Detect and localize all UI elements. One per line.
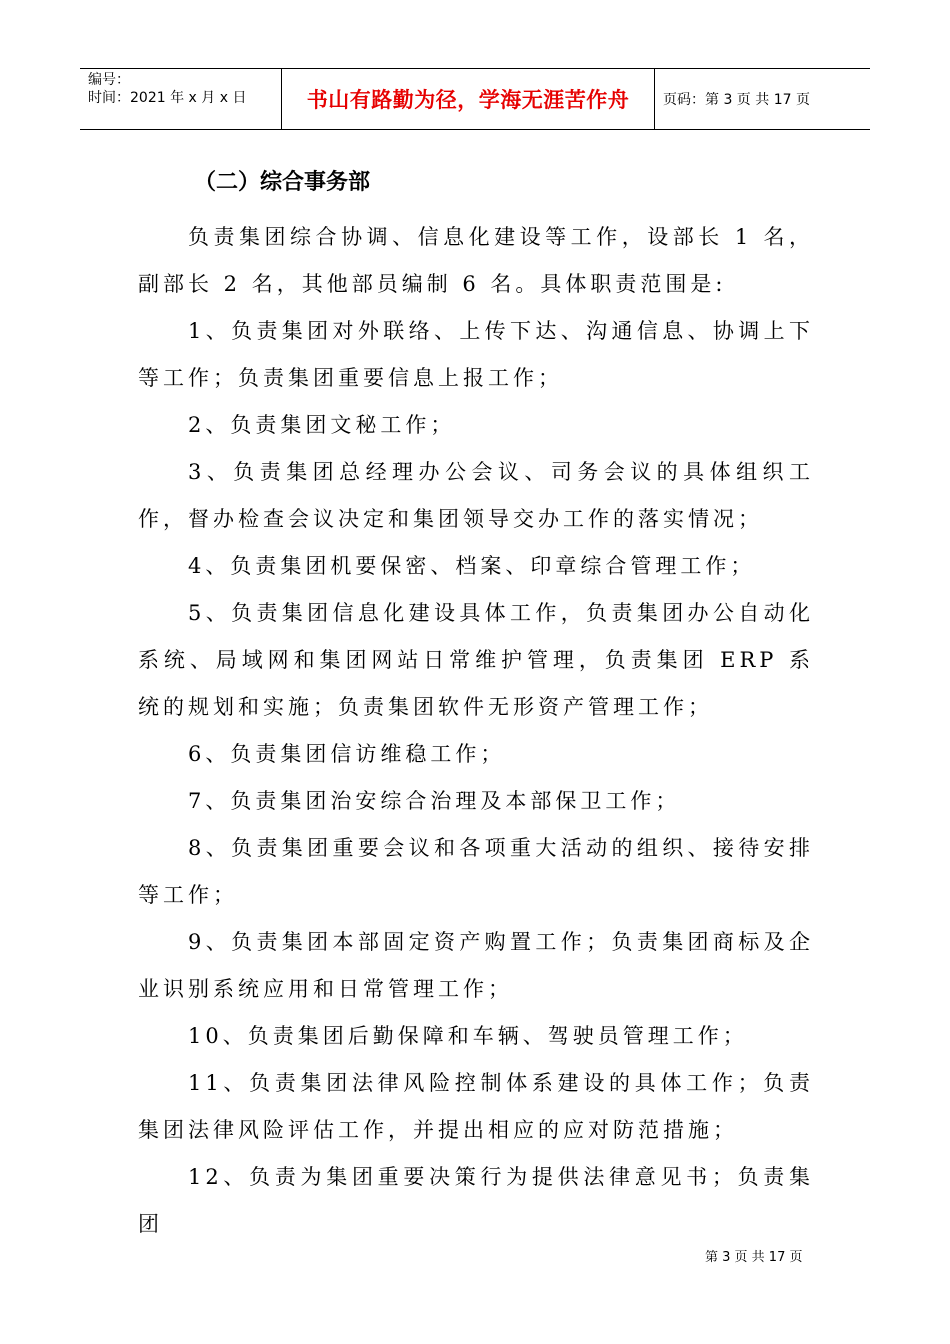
page-header — [80, 68, 870, 130]
paragraph-item-12: 12、负责为集团重要决策行为提供法律意见书；负责集团 — [138, 1165, 814, 1236]
paragraph-item-6: 6、负责集团信访维稳工作； — [188, 742, 506, 766]
header-motto: 书山有路勤为径，学海无涯苦作舟 — [282, 69, 655, 129]
paragraph-item-4: 4、负责集团机要保密、档案、印章综合管理工作； — [188, 554, 756, 578]
header-page-info: 页码：第 3 页 共 17 页 — [663, 92, 810, 108]
paragraph-item-8: 8、负责集团重要会议和各项重大活动的组织、接待安排等工作； — [138, 836, 814, 907]
document-date: 时间：2021 年 x 月 x 日 — [88, 90, 247, 106]
paragraph-item-11: 11、负责集团法律风险控制体系建设的具体工作；负责集团法律风险评估工作，并提出相应的应对防范措施； — [138, 1071, 814, 1142]
page-footer: 第 3 页 共 17 页 — [705, 1250, 803, 1265]
paragraph-item-3: 3、负责集团总经理办公会议、司务会议的具体组织工作，督办检查会议决定和集团领导交办工作的落实情况； — [138, 460, 814, 531]
section-title: （二）综合事务部 — [194, 170, 371, 195]
paragraph-item-1: 1、负责集团对外联络、上传下达、沟通信息、协调上下等工作；负责集团重要信息上报工作； — [138, 319, 814, 390]
paragraph-intro: 负责集团综合协调、信息化建设等工作，设部长 1 名，副部长 2 名，其他部员编制 6 名。具体职责范围是: — [138, 225, 814, 296]
document-body — [138, 166, 814, 1248]
paragraph-item-5: 5、负责集团信息化建设具体工作，负责集团办公自动化系统、局域网和集团网站日常维护管理，负责集团 ERP 系统的规划和实施；负责集团软件无形资产管理工作； — [138, 601, 814, 719]
paragraph-item-7: 7、负责集团治安综合治理及本部保卫工作； — [188, 789, 681, 813]
paragraph-item-2: 2、负责集团文秘工作； — [188, 413, 456, 437]
document-number-label: 编号： — [88, 72, 130, 88]
header-meta — [80, 69, 282, 129]
paragraph-item-9: 9、负责集团本部固定资产购置工作；负责集团商标及企业识别系统应用和日常管理工作； — [138, 930, 814, 1001]
paragraph-item-10: 10、负责集团后勤保障和车辆、驾驶员管理工作； — [188, 1024, 748, 1048]
